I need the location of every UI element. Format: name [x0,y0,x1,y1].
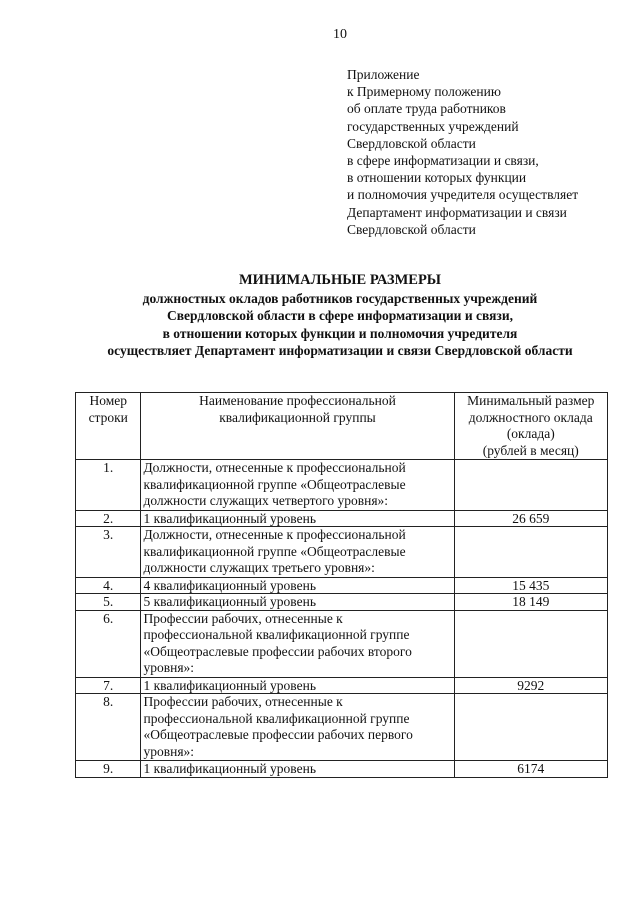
table-row [76,527,608,578]
row-value: 18 149 [454,594,607,611]
row-value [454,610,607,677]
header-line: строки [88,409,128,425]
row-number: 7. [76,677,141,694]
row-number: 4. [76,577,141,594]
row-name-line: профессиональной квалификационной группе [143,710,410,726]
row-number: 3. [76,527,141,578]
row-name-line: должности служащих четвертого уровня»: [143,493,389,508]
table-header-row [76,393,608,460]
appendix-line: в сфере информатизации и связи, [347,153,539,169]
appendix-note [347,66,632,238]
row-value: 15 435 [454,577,607,594]
row-name-line: «Общеотраслевые профессии рабочих первого [143,727,413,742]
row-name-line: Должности, отнесенные к профессиональной [143,460,406,475]
row-value [454,527,607,578]
row-name-line: уровня»: [143,743,195,759]
table-row [76,694,608,761]
row-name [141,694,454,761]
header-group-name [141,393,454,460]
row-number: 1. [76,460,141,511]
row-number: 2. [76,510,141,527]
row-name-line: 1 квалификационный уровень [143,761,316,776]
header-line: Номер [89,393,127,408]
page-number: 10 [333,27,347,42]
row-value [454,694,607,761]
row-name-line: 5 квалификационный уровень [143,594,316,609]
header-line: Наименование профессиональной [199,393,396,408]
title-main: МИНИМАЛЬНЫЕ РАЗМЕРЫ [238,272,442,288]
row-name-line: должности служащих третьего уровня»: [143,560,375,575]
row-name-line: Должности, отнесенные к профессиональной [143,527,406,542]
row-name-line: «Общеотраслевые профессии рабочих второго [143,643,412,659]
row-value: 26 659 [454,510,607,527]
row-name-line: Профессии рабочих, отнесенные к [143,694,343,709]
title-line: в отношении которых функции и полномочия учредителя [162,325,518,341]
appendix-line: Свердловской области [347,221,476,237]
title-line: Свердловской области в сфере информатизации и связи, [167,308,513,323]
table-row [76,761,608,778]
title-line: осуществляет Департамент информатизации и связи Свердловской области [107,343,573,358]
row-name [141,510,454,527]
row-number: 8. [76,694,141,761]
table-row [76,610,608,677]
document-title [0,272,640,360]
header-line: должностного оклада [468,409,593,425]
row-name [141,761,454,778]
row-name [141,677,454,694]
appendix-line: Департамент информатизации и связи [347,204,567,220]
row-name-line: профессиональной квалификационной группе [143,627,410,642]
appendix-line: Приложение [347,67,420,82]
header-line: Минимальный размер [467,393,595,408]
row-name-line: 4 квалификационный уровень [143,577,316,593]
appendix-line: Свердловской области [347,135,476,151]
header-line: (рублей в месяц) [482,442,579,458]
row-number: 9. [76,761,141,778]
appendix-line: к Примерному положению [347,84,501,100]
header-row-number [76,393,141,460]
appendix-line: об оплате труда работников [347,101,506,117]
row-name-line: уровня»: [143,660,195,675]
table-row [76,510,608,527]
salary-table [75,392,608,778]
row-value [454,460,607,511]
table-row [76,594,608,611]
header-min-salary [454,393,607,460]
row-value: 9292 [454,677,607,694]
table-row [76,677,608,694]
title-line: должностных окладов работников государственных учреждений [142,290,538,306]
row-name-line: Профессии рабочих, отнесенные к [143,610,343,626]
row-number: 5. [76,594,141,611]
row-name-line: квалификационной группе «Общеотраслевые [143,476,406,492]
appendix-line: государственных учреждений [347,118,519,134]
appendix-line: в отношении которых функции [347,170,527,186]
row-name-line: 1 квалификационный уровень [143,510,316,526]
table-row [76,460,608,511]
row-name-line: квалификационной группе «Общеотраслевые [143,543,406,559]
header-line: квалификационной группы [219,409,376,425]
table-row [76,577,608,594]
row-name [141,594,454,611]
row-number: 6. [76,610,141,677]
row-name-line: 1 квалификационный уровень [143,677,316,693]
row-name [141,610,454,677]
header-line: (оклада) [506,426,555,441]
row-name [141,460,454,511]
row-name [141,527,454,578]
row-name [141,577,454,594]
appendix-line: и полномочия учредителя осуществляет [347,187,579,203]
row-value: 6174 [454,761,607,778]
